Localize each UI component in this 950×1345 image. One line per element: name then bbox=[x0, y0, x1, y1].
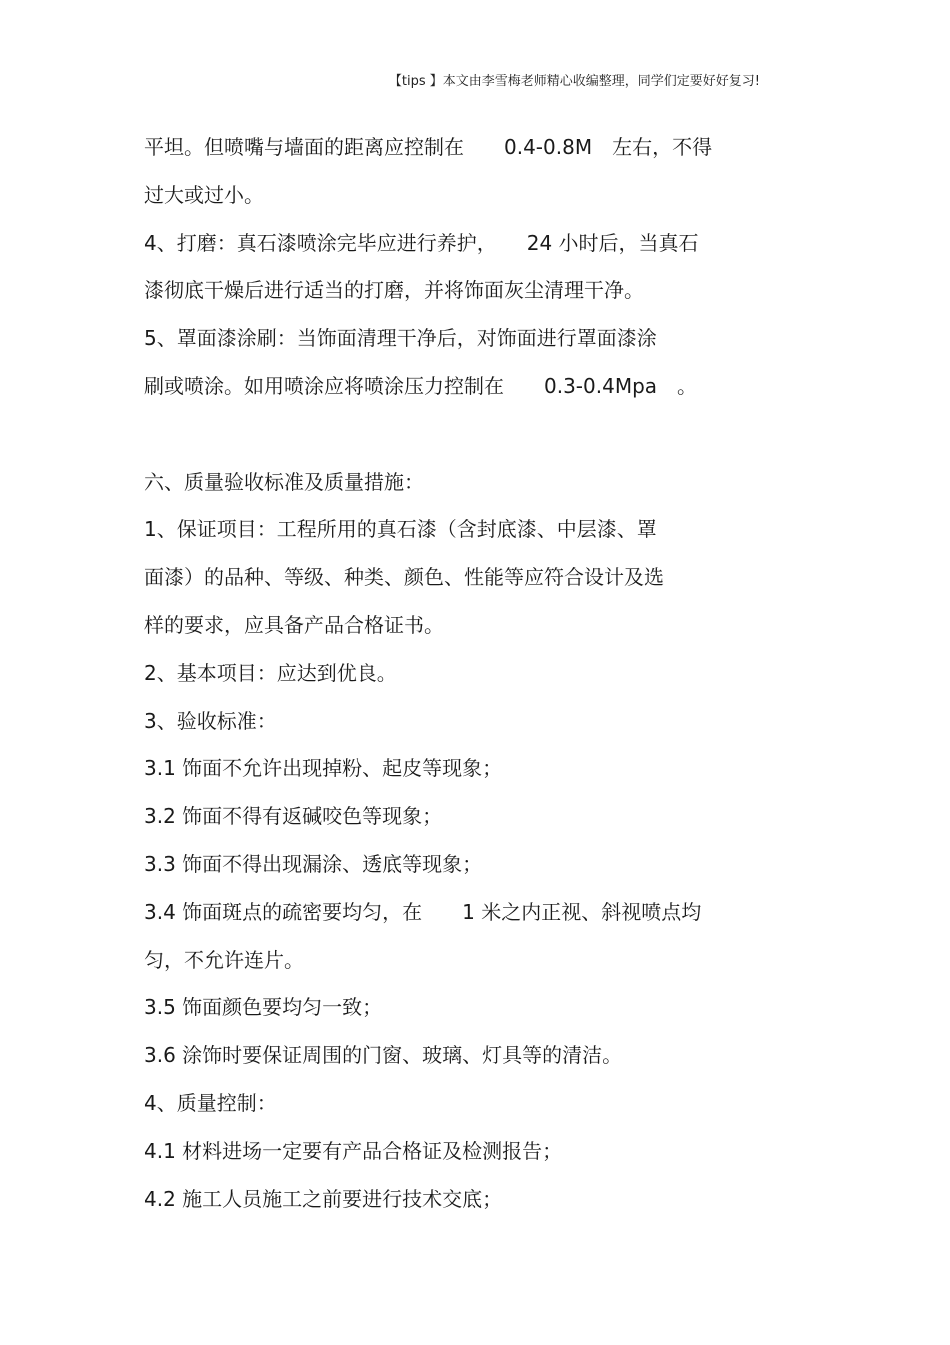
text-line: 匀，不允许连片。 bbox=[144, 947, 304, 972]
text-line: 3.1 饰面不允许出现掉粉、起皮等现象； bbox=[144, 756, 503, 781]
text-line: 过大或过小。 bbox=[144, 182, 264, 207]
text-line: 3.5 饰面颜色要均匀一致； bbox=[144, 995, 383, 1020]
text-line: 3.4 饰面斑点的疏密要均匀，在 1 米之内正视、斜视喷点均 bbox=[144, 899, 702, 924]
text-line: 4、质量控制： bbox=[144, 1090, 277, 1115]
text-line: 1、保证项目：工程所用的真石漆（含封底漆、中层漆、罩 bbox=[144, 517, 657, 542]
body-text bbox=[144, 124, 804, 1223]
text-line: 平坦。但喷嘴与墙面的距离应控制在 0.4-0.8M 左右，不得 bbox=[144, 135, 713, 159]
text-line: 3.2 饰面不得有返碱咬色等现象； bbox=[144, 804, 443, 829]
text-line: 2、基本项目：应达到优良。 bbox=[144, 660, 397, 685]
text-line: 4.2 施工人员施工之前要进行技术交底； bbox=[144, 1186, 503, 1211]
text-line: 4、打磨：真石漆喷涂完毕应进行养护， 24 小时后，当真石 bbox=[144, 230, 699, 255]
paragraph-gap bbox=[144, 411, 804, 459]
header-tips: 【tips 】本文由李雪梅老师精心收编整理，同学们定要好好复习! bbox=[388, 74, 760, 89]
text-line: 刷或喷涂。如用喷涂应将喷涂压力控制在 0.3-0.4Mpa 。 bbox=[144, 373, 698, 398]
text-line: 3.6 涂饰时要保证周围的门窗、玻璃、灯具等的清洁。 bbox=[144, 1043, 623, 1068]
text-line: 漆彻底干燥后进行适当的打磨，并将饰面灰尘清理干净。 bbox=[144, 278, 644, 303]
text-line: 4.1 材料进场一定要有产品合格证及检测报告； bbox=[144, 1138, 563, 1163]
text-line: 3.3 饰面不得出现漏涂、透底等现象； bbox=[144, 851, 483, 876]
section-heading: 六、质量验收标准及质量措施： bbox=[144, 469, 424, 494]
text-line: 3、验收标准： bbox=[144, 708, 277, 733]
text-line: 样的要求，应具备产品合格证书。 bbox=[144, 612, 444, 637]
text-line: 面漆）的品种、等级、种类、颜色、性能等应符合设计及选 bbox=[144, 565, 664, 590]
text-line: 5、罩面漆涂刷：当饰面清理干净后，对饰面进行罩面漆涂 bbox=[144, 326, 657, 351]
